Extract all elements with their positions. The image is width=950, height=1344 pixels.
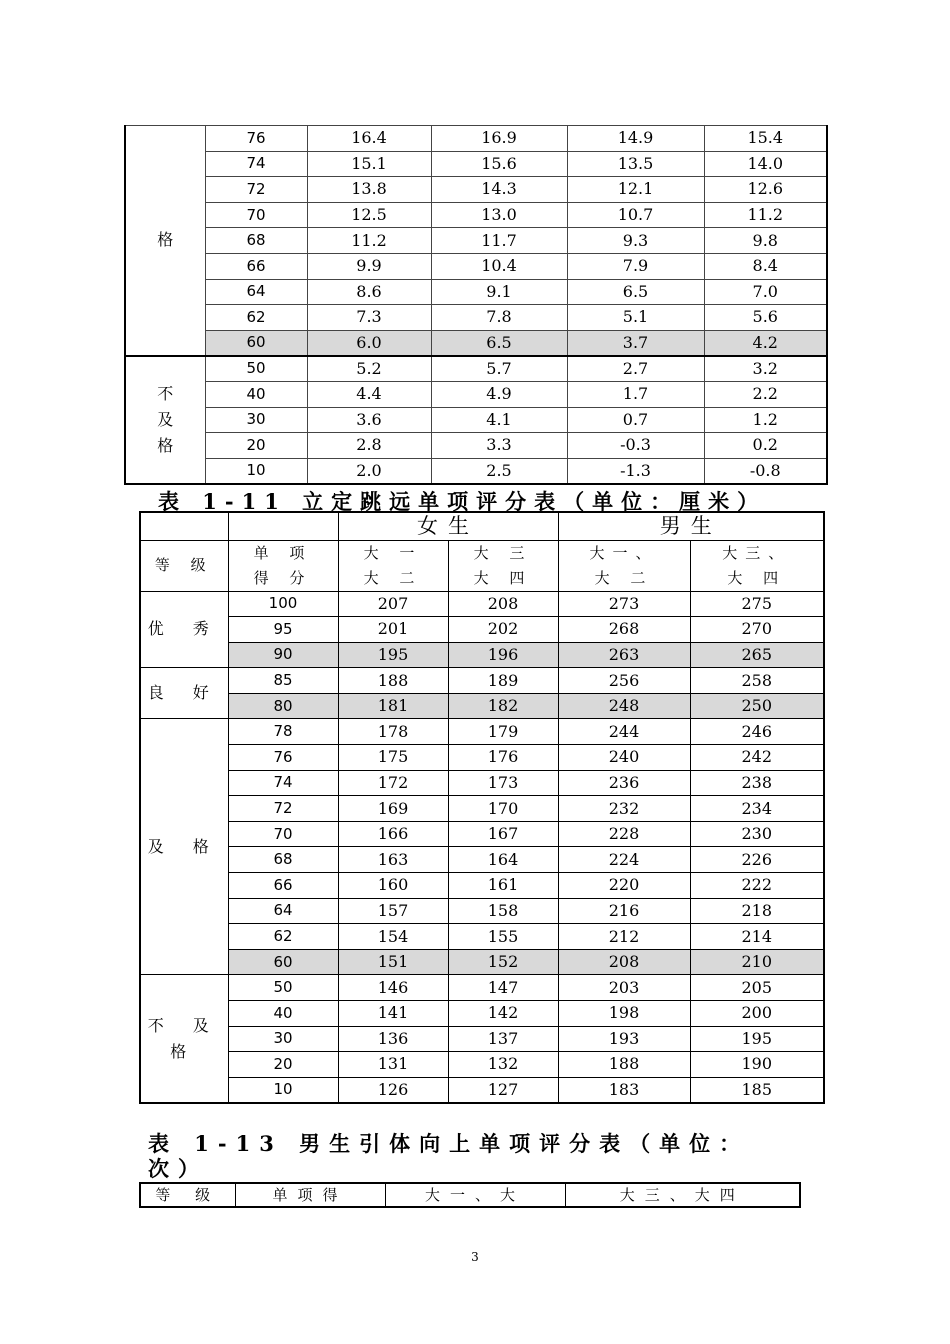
score-cell: 64 [228,898,338,924]
score-cell: 80 [228,693,338,719]
value-cell: 147 [448,975,558,1001]
table-row [140,668,824,694]
value-cell: 126 [338,1077,448,1103]
score-cell: 90 [228,642,338,668]
value-cell: 15.6 [431,151,567,177]
value-cell: 142 [448,1001,558,1027]
table-row [140,949,824,975]
value-cell: 9.3 [567,228,704,254]
value-cell: 15.1 [307,151,431,177]
value-cell: 5.1 [567,305,704,331]
table-row [125,279,827,305]
score-cell: 10 [228,1077,338,1103]
value-cell: 236 [558,770,690,796]
value-cell: 4.2 [704,330,827,356]
value-cell: 178 [338,719,448,745]
score-cell: 72 [205,177,307,203]
value-cell: 201 [338,617,448,643]
score-cell: 64 [205,279,307,305]
score-cell: 100 [228,591,338,617]
value-cell: 8.4 [704,253,827,279]
grade-cell: 良 好 [140,668,228,719]
score-cell: 74 [228,770,338,796]
value-cell: 185 [690,1077,824,1103]
value-cell: 208 [448,591,558,617]
value-cell: 14.3 [431,177,567,203]
value-cell: 238 [690,770,824,796]
table-row [140,796,824,822]
value-cell: 202 [448,617,558,643]
value-cell: 136 [338,1026,448,1052]
value-cell: 14.0 [704,151,827,177]
pullup-header-col-2: 大三、大四 [565,1183,800,1207]
value-cell: 2.0 [307,458,431,484]
value-cell: 182 [448,693,558,719]
table-row [140,693,824,719]
value-cell: 176 [448,745,558,771]
table-1-13-caption: 表 1-13 男生引体向上单项评分表（单位：次） [148,1131,750,1181]
header-female: 女生 [338,512,558,540]
value-cell: 12.5 [307,202,431,228]
score-cell: 20 [205,433,307,459]
grade-cell: 格 [125,126,205,356]
value-cell: 2.7 [567,356,704,382]
score-cell: 70 [205,202,307,228]
score-cell: 66 [228,873,338,899]
value-cell: 152 [448,949,558,975]
value-cell: 161 [448,873,558,899]
value-cell: 137 [448,1026,558,1052]
header-grade: 等 级 [140,540,228,591]
value-cell: 181 [338,693,448,719]
table-row [125,126,827,152]
table-row [125,356,827,382]
value-cell: 11.7 [431,228,567,254]
value-cell: 198 [558,1001,690,1027]
table-row [140,1077,824,1103]
value-cell: 214 [690,924,824,950]
value-cell: 196 [448,642,558,668]
table-row [125,330,827,356]
value-cell: 3.7 [567,330,704,356]
score-cell: 50 [228,975,338,1001]
value-cell: 188 [558,1052,690,1078]
value-cell: 240 [558,745,690,771]
value-cell: 13.0 [431,202,567,228]
score-cell: 62 [205,305,307,331]
table-row [125,151,827,177]
page-number: 3 [471,1250,479,1264]
value-cell: 13.8 [307,177,431,203]
score-cell: 40 [205,381,307,407]
table-row [125,381,827,407]
header-empty-1 [140,512,228,540]
value-cell: 11.2 [307,228,431,254]
value-cell: 224 [558,847,690,873]
score-cell: 95 [228,617,338,643]
value-cell: 16.9 [431,126,567,152]
value-cell: 226 [690,847,824,873]
value-cell: 14.9 [567,126,704,152]
value-cell: 16.4 [307,126,431,152]
table-row [125,458,827,484]
table-row [125,253,827,279]
value-cell: 179 [448,719,558,745]
value-cell: 169 [338,796,448,822]
value-cell: 4.4 [307,381,431,407]
value-cell: 141 [338,1001,448,1027]
value-cell: 8.6 [307,279,431,305]
value-cell: 170 [448,796,558,822]
value-cell: 172 [338,770,448,796]
value-cell: 268 [558,617,690,643]
score-cell: 30 [205,407,307,433]
pullup-header-col-1: 大一、大 [385,1183,565,1207]
value-cell: 232 [558,796,690,822]
table-row [125,433,827,459]
value-cell: 7.8 [431,305,567,331]
value-cell: 3.3 [431,433,567,459]
value-cell: 203 [558,975,690,1001]
value-cell: 208 [558,949,690,975]
header-col-4: 大三、 大 四 [690,540,824,591]
value-cell: 265 [690,642,824,668]
table-prev-continued [124,125,828,485]
value-cell: -0.3 [567,433,704,459]
value-cell: 4.1 [431,407,567,433]
value-cell: -0.8 [704,458,827,484]
value-cell: 164 [448,847,558,873]
table-row [125,177,827,203]
value-cell: 10.4 [431,253,567,279]
score-cell: 74 [205,151,307,177]
value-cell: 273 [558,591,690,617]
value-cell: 4.9 [431,381,567,407]
value-cell: 7.0 [704,279,827,305]
table-row [125,305,827,331]
header-col-1: 大 一 大 二 [338,540,448,591]
score-cell: 60 [228,949,338,975]
value-cell: 250 [690,693,824,719]
score-cell: 76 [228,745,338,771]
value-cell: 3.2 [704,356,827,382]
header-male: 男生 [558,512,824,540]
score-cell: 50 [205,356,307,382]
table-row [140,898,824,924]
table-row [140,591,824,617]
value-cell: 11.2 [704,202,827,228]
score-cell: 76 [205,126,307,152]
value-cell: 230 [690,821,824,847]
value-cell: 246 [690,719,824,745]
grade-cell: 不 及 格 [125,356,205,484]
score-cell: 30 [228,1026,338,1052]
value-cell: 263 [558,642,690,668]
value-cell: 163 [338,847,448,873]
value-cell: 9.1 [431,279,567,305]
value-cell: 183 [558,1077,690,1103]
value-cell: 244 [558,719,690,745]
value-cell: 15.4 [704,126,827,152]
value-cell: 132 [448,1052,558,1078]
value-cell: 13.5 [567,151,704,177]
value-cell: 175 [338,745,448,771]
grade-cell: 优 秀 [140,591,228,668]
table-row [140,924,824,950]
table-row [140,1001,824,1027]
value-cell: 222 [690,873,824,899]
value-cell: 3.6 [307,407,431,433]
value-cell: 131 [338,1052,448,1078]
value-cell: 0.7 [567,407,704,433]
grade-cell: 及 格 [140,719,228,975]
value-cell: 166 [338,821,448,847]
header-col-3: 大一、 大 二 [558,540,690,591]
value-cell: 207 [338,591,448,617]
value-cell: 200 [690,1001,824,1027]
value-cell: 6.5 [431,330,567,356]
score-cell: 60 [205,330,307,356]
table-row [140,745,824,771]
value-cell: 146 [338,975,448,1001]
value-cell: 157 [338,898,448,924]
value-cell: 275 [690,591,824,617]
table-row [140,770,824,796]
table-row [140,847,824,873]
score-cell: 62 [228,924,338,950]
table-row [140,975,824,1001]
table-row [125,202,827,228]
pullup-header-score: 单项得 [235,1183,385,1207]
header-score: 单 项 得 分 [228,540,338,591]
value-cell: 167 [448,821,558,847]
table-1-11-caption: 表 1-11 立定跳远单项评分表（单位：厘米） [158,489,767,514]
value-cell: 228 [558,821,690,847]
table-standing-long-jump [139,511,825,1104]
table-row [125,228,827,254]
value-cell: 218 [690,898,824,924]
table-pullup [139,1182,801,1208]
value-cell: 234 [690,796,824,822]
value-cell: 5.6 [704,305,827,331]
value-cell: 210 [690,949,824,975]
score-cell: 72 [228,796,338,822]
score-cell: 10 [205,458,307,484]
value-cell: 248 [558,693,690,719]
score-cell: 66 [205,253,307,279]
score-cell: 68 [205,228,307,254]
value-cell: 9.8 [704,228,827,254]
value-cell: 205 [690,975,824,1001]
value-cell: 6.0 [307,330,431,356]
value-cell: 195 [690,1026,824,1052]
score-cell: 70 [228,821,338,847]
value-cell: 151 [338,949,448,975]
value-cell: 190 [690,1052,824,1078]
value-cell: 0.2 [704,433,827,459]
value-cell: 127 [448,1077,558,1103]
value-cell: 5.7 [431,356,567,382]
value-cell: 12.6 [704,177,827,203]
table-row [140,821,824,847]
value-cell: 10.7 [567,202,704,228]
value-cell: 270 [690,617,824,643]
value-cell: 2.2 [704,381,827,407]
score-cell: 20 [228,1052,338,1078]
value-cell: 5.2 [307,356,431,382]
value-cell: 154 [338,924,448,950]
score-cell: 68 [228,847,338,873]
table-row [140,642,824,668]
value-cell: 1.2 [704,407,827,433]
value-cell: 193 [558,1026,690,1052]
table-row [140,1052,824,1078]
score-cell: 78 [228,719,338,745]
value-cell: 212 [558,924,690,950]
score-cell: 40 [228,1001,338,1027]
value-cell: 7.3 [307,305,431,331]
table-row [140,1026,824,1052]
value-cell: 7.9 [567,253,704,279]
value-cell: 6.5 [567,279,704,305]
value-cell: 9.9 [307,253,431,279]
table-row [140,719,824,745]
value-cell: 189 [448,668,558,694]
value-cell: 220 [558,873,690,899]
value-cell: 216 [558,898,690,924]
grade-cell: 不 及 格 [140,975,228,1103]
table-row [140,617,824,643]
value-cell: 158 [448,898,558,924]
value-cell: 155 [448,924,558,950]
value-cell: 160 [338,873,448,899]
value-cell: 242 [690,745,824,771]
table-row [140,873,824,899]
header-empty-2 [228,512,338,540]
header-col-2: 大 三 大 四 [448,540,558,591]
value-cell: 2.5 [431,458,567,484]
value-cell: 188 [338,668,448,694]
value-cell: 258 [690,668,824,694]
value-cell: 1.7 [567,381,704,407]
score-cell: 85 [228,668,338,694]
value-cell: 2.8 [307,433,431,459]
value-cell: 195 [338,642,448,668]
table-row [125,407,827,433]
value-cell: 173 [448,770,558,796]
pullup-header-grade: 等 级 [140,1183,235,1207]
value-cell: 12.1 [567,177,704,203]
value-cell: -1.3 [567,458,704,484]
value-cell: 256 [558,668,690,694]
